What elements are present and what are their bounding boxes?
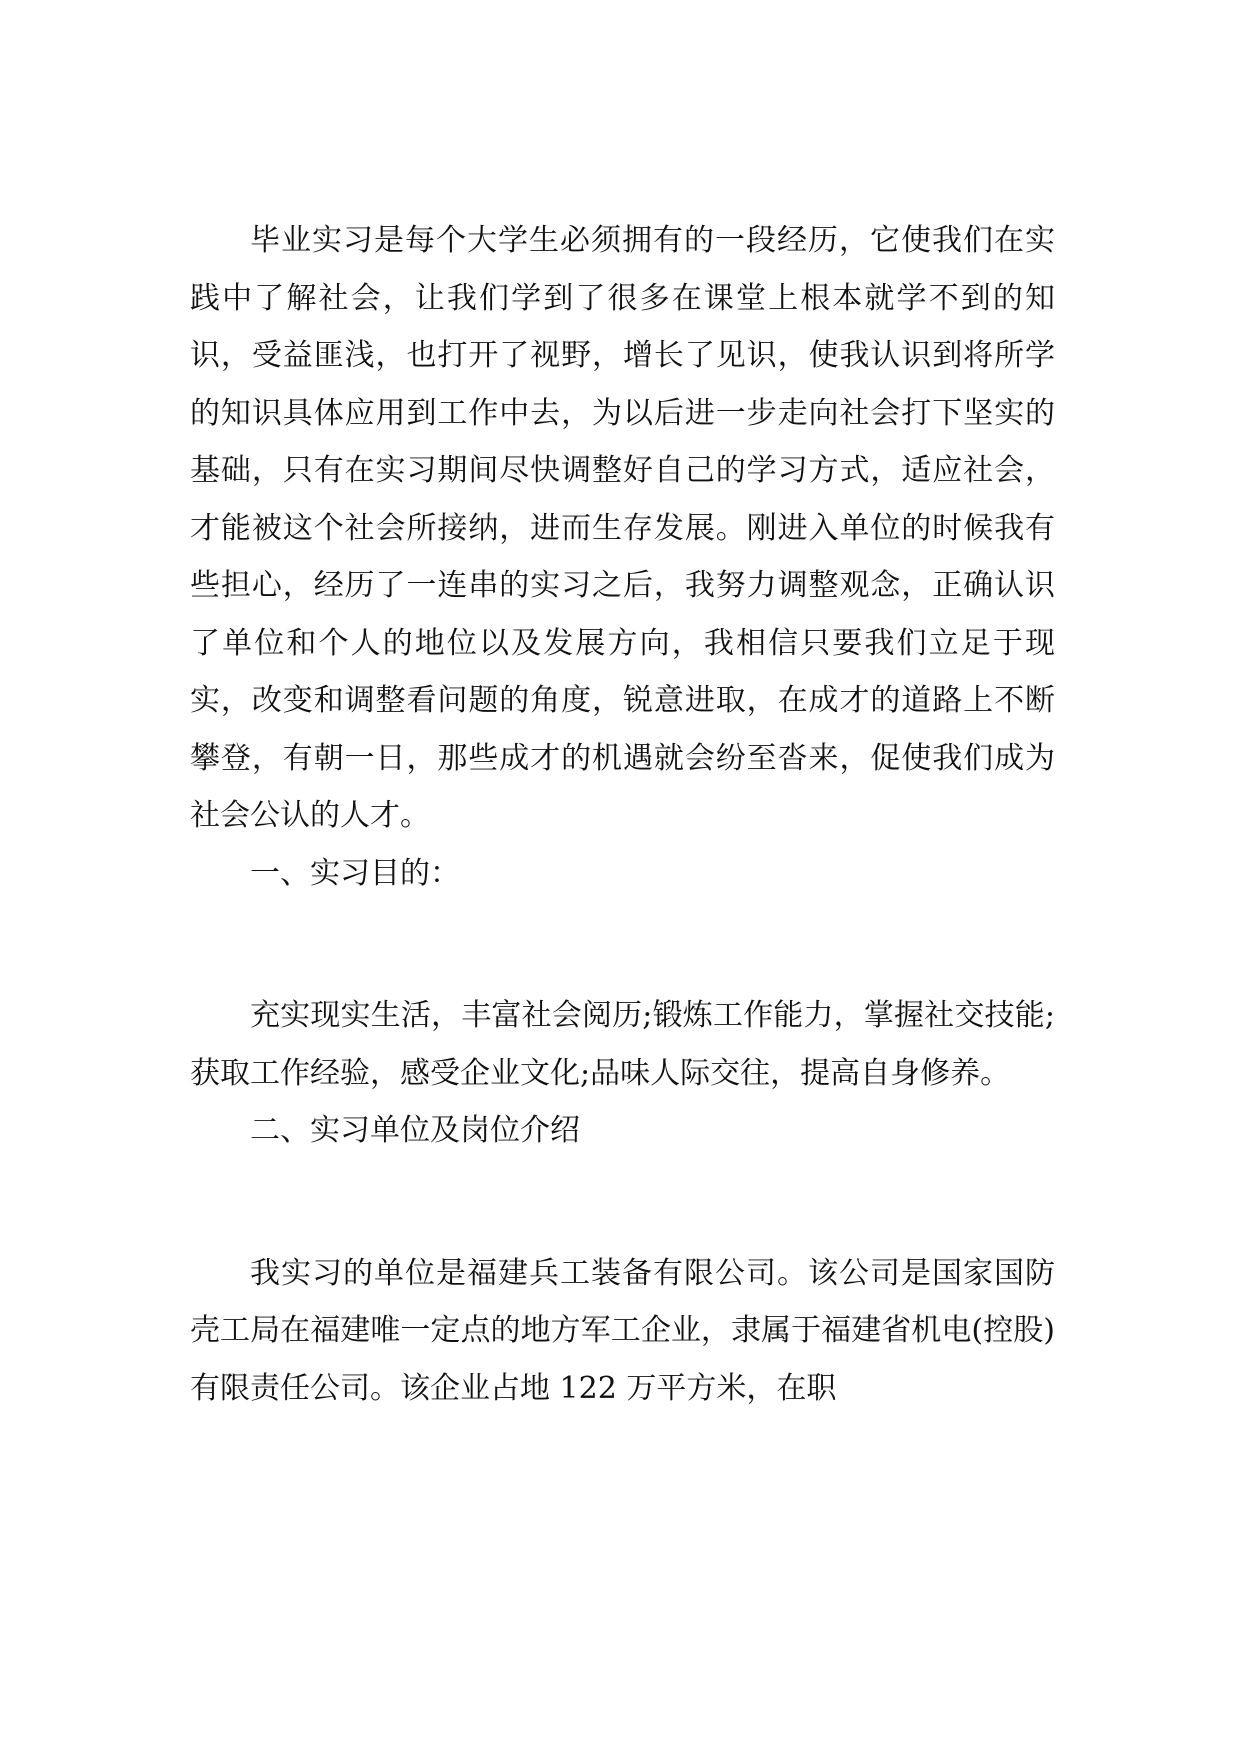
purpose-paragraph: 充实现实生活，丰富社会阅历;锻炼工作能力，掌握社交技能;获取工作经验，感受企业文化;品味人际交往，提高自身修养。	[190, 998, 1055, 1091]
document-page	[190, 212, 1055, 1417]
unit-paragraph: 我实习的单位是福建兵工装备有限公司。该公司是国家国防壳工局在福建唯一定点的地方军工企业，隶属于福建省机电(控股)有限责任公司。该企业占地 122 万平方米，在职	[190, 1255, 1055, 1406]
section-heading-purpose: 一、实习目的：	[250, 855, 460, 891]
section-heading-unit: 二、实习单位及岗位介绍	[250, 1113, 580, 1148]
intro-paragraph: 毕业实习是每个大学生必须拥有的一段经历，它使我们在实践中了解社会，让我们学到了很多在课堂上根本就学不到的知识，受益匪浅，也打开了视野，增长了见识，使我认识到将所学的知识具体应用到工作中去，为以后进一步走向社会打下坚实的基础，只有在实习期间尽快调整好自己的学习方式，适应社会，才能被这个社会所接纳，进而生存发展。刚进入单位的时候我有些担心，经历了一连串的实习之后，我努力调整观念，正确认识了单位和个人的地位以及发展方向，我相信只要我们立足于现实，改变和调整看问题的角度，锐意进取，在成才的道路上不断攀登，有朝一日，那些成才的机遇就会纷至沓来，促使我们成为社会公认的人才。	[190, 223, 1055, 833]
